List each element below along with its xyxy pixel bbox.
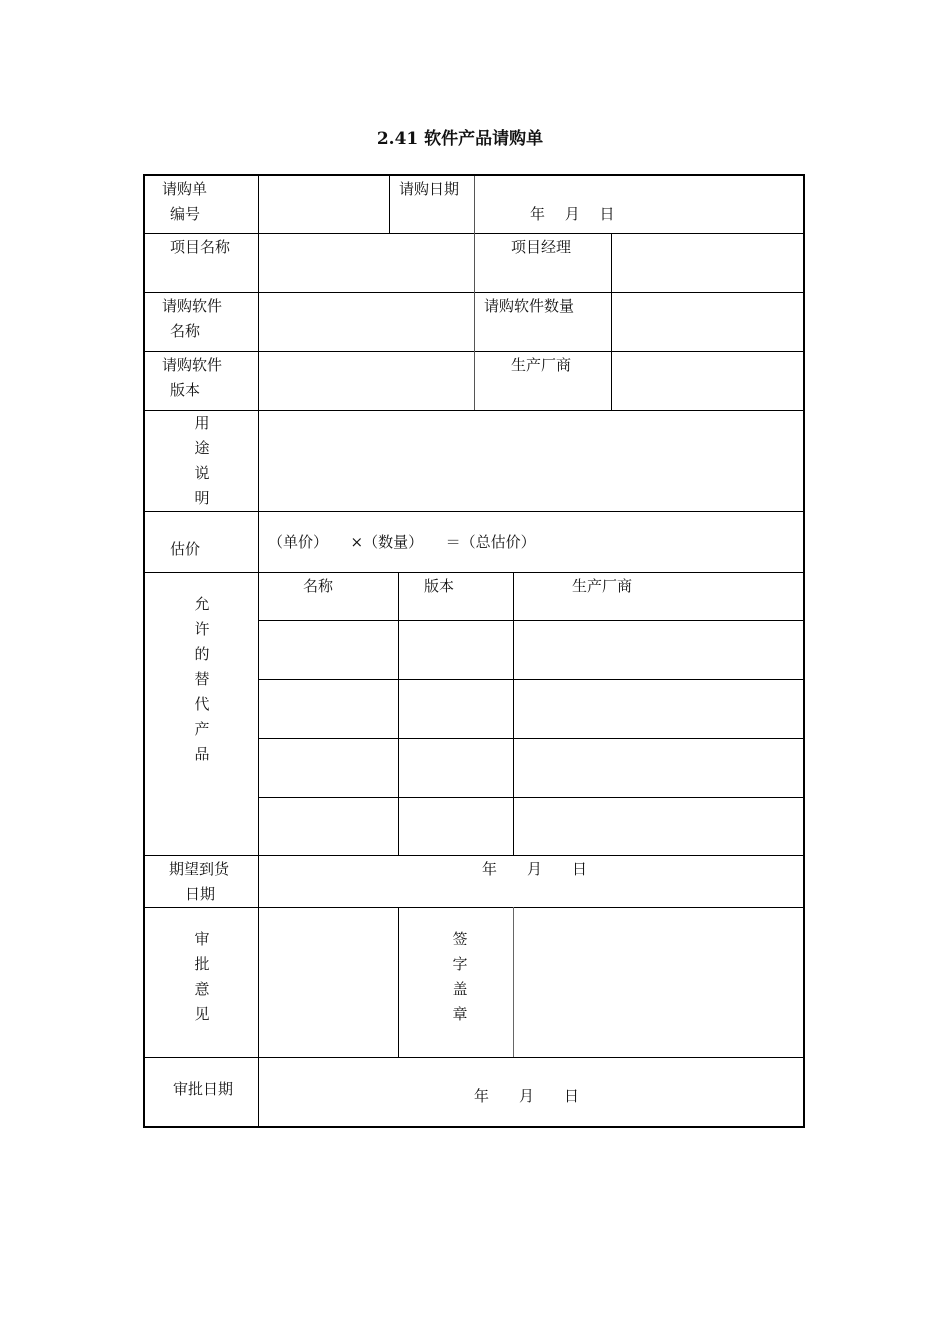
col-divider bbox=[474, 176, 475, 410]
estimate-formula[interactable]: （单价） ×（数量） ＝（总估价） bbox=[268, 533, 536, 551]
signature-label-char: 章 bbox=[452, 1005, 468, 1023]
approval-date-label: 审批日期 bbox=[173, 1080, 234, 1098]
purpose-label-char: 用 bbox=[194, 414, 210, 432]
approval-opinion-field[interactable] bbox=[260, 908, 397, 1056]
purpose-label-char: 明 bbox=[194, 489, 210, 507]
alt-header-version: 版本 bbox=[424, 577, 455, 595]
col-divider bbox=[513, 572, 514, 855]
alt-label-char: 产 bbox=[194, 720, 210, 738]
page-title: 2.41 软件产品请购单 bbox=[376, 129, 544, 149]
request-date-value[interactable]: 年 月 日 bbox=[530, 205, 615, 223]
project-manager-field[interactable] bbox=[613, 234, 802, 291]
alt-label-char: 许 bbox=[194, 620, 210, 638]
alt-label-char: 替 bbox=[194, 670, 210, 688]
alt-cell[interactable] bbox=[515, 798, 802, 854]
opinion-label-char: 意 bbox=[194, 980, 210, 998]
opinion-label-char: 见 bbox=[194, 1005, 210, 1023]
alt-cell[interactable] bbox=[515, 621, 802, 678]
alt-cell[interactable] bbox=[400, 680, 512, 737]
signature-label-char: 盖 bbox=[452, 980, 468, 998]
opinion-label-char: 批 bbox=[194, 955, 210, 973]
table-border-bottom bbox=[143, 1126, 805, 1128]
estimate-label: 估价 bbox=[170, 540, 201, 558]
col-divider bbox=[513, 907, 514, 1057]
alt-cell[interactable] bbox=[400, 798, 512, 854]
approval-date-value[interactable]: 年 月 日 bbox=[474, 1087, 580, 1105]
purpose-field[interactable] bbox=[260, 411, 802, 510]
software-name-label-2: 名称 bbox=[170, 322, 201, 340]
software-version-field[interactable] bbox=[260, 352, 473, 409]
purpose-label-char: 途 bbox=[194, 439, 210, 457]
col-divider bbox=[389, 176, 390, 233]
purpose-label-char: 说 bbox=[194, 464, 210, 482]
project-name-label: 项目名称 bbox=[170, 238, 231, 256]
alt-cell[interactable] bbox=[260, 680, 397, 737]
signature-label-char: 签 bbox=[452, 930, 468, 948]
alt-cell[interactable] bbox=[260, 621, 397, 678]
row-divider bbox=[145, 855, 803, 856]
software-name-field[interactable] bbox=[260, 293, 473, 350]
alt-header-name: 名称 bbox=[303, 577, 334, 595]
project-name-field[interactable] bbox=[260, 234, 473, 291]
alt-label-char: 品 bbox=[194, 745, 210, 763]
table-border-left bbox=[143, 174, 145, 1128]
delivery-date-value[interactable]: 年 月 日 bbox=[482, 860, 588, 878]
manufacturer-label: 生产厂商 bbox=[511, 356, 572, 374]
signature-field[interactable] bbox=[515, 908, 802, 1056]
request-no-label-2: 编号 bbox=[170, 205, 201, 223]
row-divider bbox=[145, 572, 803, 573]
software-qty-field[interactable] bbox=[613, 293, 802, 350]
alt-header-manufacturer: 生产厂商 bbox=[572, 577, 633, 595]
col-divider bbox=[398, 572, 399, 855]
alt-cell[interactable] bbox=[400, 739, 512, 796]
manufacturer-field[interactable] bbox=[613, 352, 802, 409]
alt-label-char: 代 bbox=[194, 695, 210, 713]
request-no-field[interactable] bbox=[260, 176, 388, 232]
delivery-label: 期望到货 bbox=[169, 860, 230, 878]
request-date-label: 请购日期 bbox=[399, 180, 460, 198]
alt-cell[interactable] bbox=[515, 680, 802, 737]
opinion-label-char: 审 bbox=[194, 930, 210, 948]
alt-cell[interactable] bbox=[260, 739, 397, 796]
table-border-right bbox=[803, 174, 805, 1128]
signature-label-char: 字 bbox=[452, 955, 468, 973]
delivery-label-2: 日期 bbox=[185, 885, 216, 903]
software-qty-label: 请购软件数量 bbox=[484, 297, 575, 315]
alt-label-char: 的 bbox=[194, 645, 210, 663]
alt-label-char: 允 bbox=[194, 595, 210, 613]
col-divider bbox=[258, 176, 259, 1126]
alt-cell[interactable] bbox=[515, 739, 802, 796]
software-version-label: 请购软件 bbox=[162, 356, 223, 374]
software-version-label-2: 版本 bbox=[170, 381, 201, 399]
software-name-label: 请购软件 bbox=[162, 297, 223, 315]
col-divider bbox=[398, 907, 399, 1057]
project-manager-label: 项目经理 bbox=[511, 238, 572, 256]
request-no-label: 请购单 bbox=[162, 180, 208, 198]
col-divider bbox=[611, 233, 612, 410]
alt-cell[interactable] bbox=[400, 621, 512, 678]
alt-cell[interactable] bbox=[260, 798, 397, 854]
row-divider bbox=[145, 511, 803, 512]
row-divider bbox=[145, 1057, 803, 1058]
